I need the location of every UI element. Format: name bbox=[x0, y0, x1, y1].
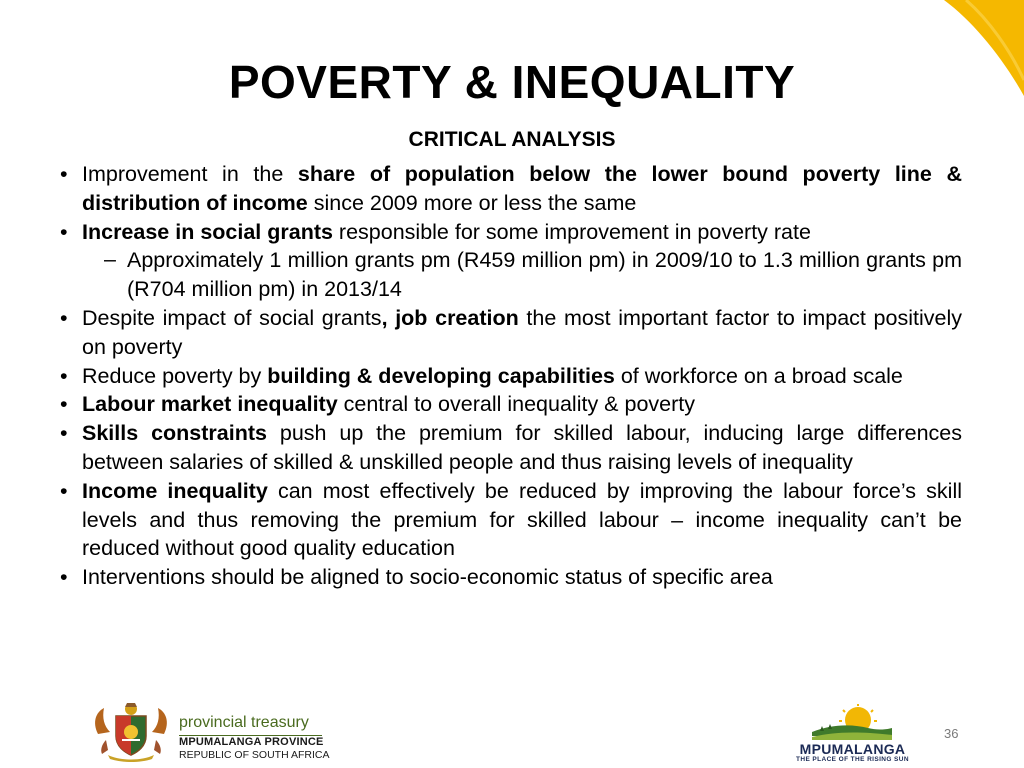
province-name: MPUMALANGA PROVINCE bbox=[179, 736, 324, 748]
bullet-text-bold: Skills constraints bbox=[82, 421, 267, 446]
mpumalanga-logo bbox=[790, 704, 915, 764]
coat-of-arms-icon bbox=[88, 700, 174, 762]
bullet-item bbox=[58, 362, 962, 391]
bullet-text-bold: Labour market inequality bbox=[82, 392, 338, 417]
bullet-text: push up the premium for skilled labour, inducing large differences between salaries of skilled & unskilled people and thus raising levels of inequality bbox=[82, 421, 962, 474]
bullet-text: since 2009 more or less the same bbox=[307, 190, 637, 215]
treasury-logo bbox=[88, 700, 338, 762]
bullet-text: Interventions should be aligned to socio-economic status of specific area bbox=[82, 565, 773, 590]
bullet-text: Improvement in the bbox=[82, 162, 298, 186]
slide-title: POVERTY & INEQUALITY bbox=[228, 56, 796, 108]
bullet-text-bold: share of population below the lower bound poverty line & distribution of income bbox=[82, 162, 962, 215]
sub-bullet-item bbox=[58, 246, 962, 304]
page-number: 36 bbox=[944, 726, 959, 741]
treasury-name: provincial treasury bbox=[179, 714, 309, 731]
bullet-list bbox=[58, 160, 962, 592]
bullet-text-bold: Increase in social grants bbox=[82, 219, 333, 244]
rising-sun-icon bbox=[812, 704, 892, 742]
bullet-text: the most important factor to impact positively on poverty bbox=[82, 305, 962, 359]
bullet-text: Reduce poverty by bbox=[82, 363, 268, 388]
bullet-text: responsible for some improvement in poverty rate bbox=[332, 219, 811, 244]
bullet-text-bold: building & developing capabilities bbox=[267, 363, 615, 388]
slide-subtitle: CRITICAL ANALYSIS bbox=[408, 128, 616, 151]
bullet-text-bold: Income inequality bbox=[82, 478, 268, 503]
mpumalanga-tagline: THE PLACE OF THE RISING SUN bbox=[795, 756, 909, 763]
bullet-item bbox=[58, 477, 962, 563]
bullet-item bbox=[58, 304, 962, 362]
bullet-item bbox=[58, 419, 962, 477]
bullet-text-bold: , job creation bbox=[381, 305, 519, 330]
bullet-text: can most effectively be reduced by improving the labour force’s skill levels and thus removing the premium for skilled labour – income inequality can’t be reduced without good quality education bbox=[82, 478, 962, 561]
bullet-text: central to overall inequality & poverty bbox=[337, 392, 695, 417]
bullet-text: Approximately 1 million grants pm (R459 million pm) in 2009/10 to 1.3 million grants pm (R704 million pm) in 2013/14 bbox=[127, 248, 962, 302]
bullet-item bbox=[58, 218, 962, 247]
bullet-item bbox=[58, 390, 962, 419]
mpumalanga-wordmark: MPUMALANGA bbox=[799, 741, 906, 757]
bullet-text: of workforce on a broad scale bbox=[614, 363, 903, 388]
republic-name: REPUBLIC OF SOUTH AFRICA bbox=[179, 749, 330, 761]
bullet-text: Despite impact of social grants bbox=[82, 305, 382, 330]
bullet-item bbox=[58, 160, 962, 218]
bullet-item bbox=[58, 563, 962, 592]
